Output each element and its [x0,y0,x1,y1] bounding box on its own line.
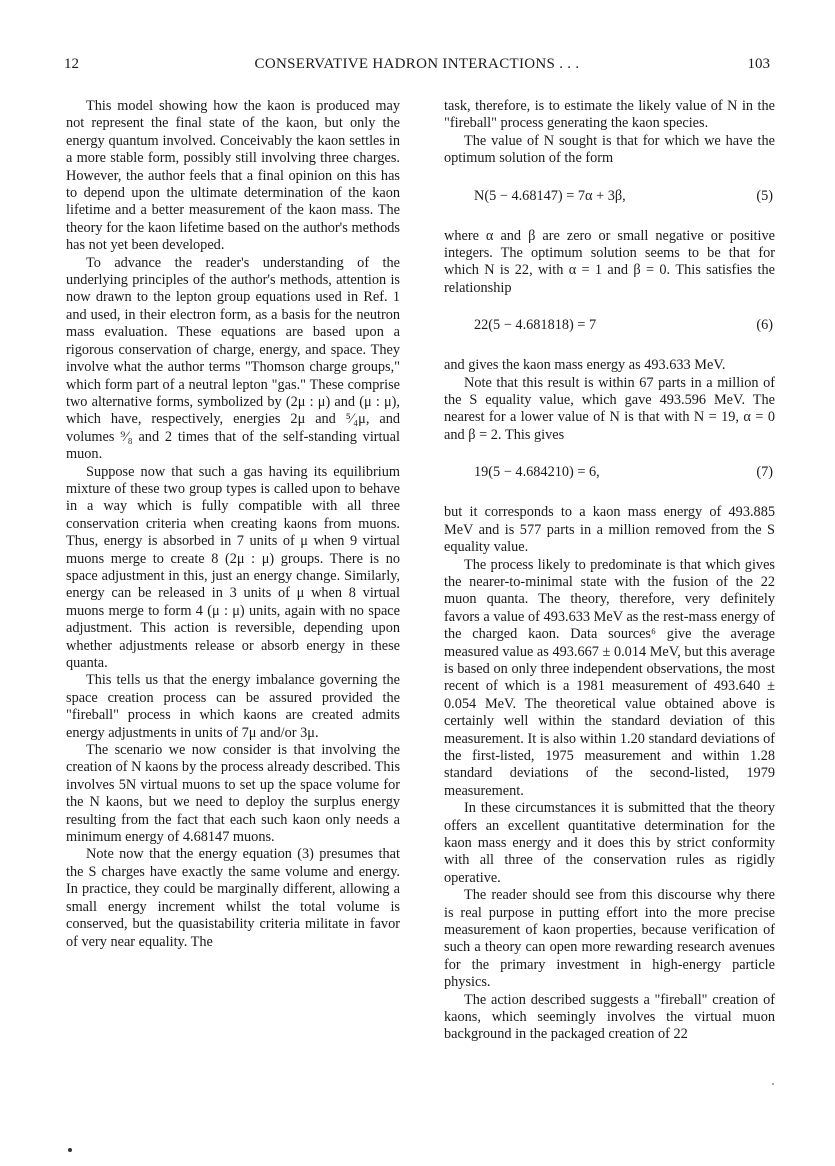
paragraph: The action described suggests a "fireball" creation of kaons, which seemingly involves the virtual muon background in the packaged creation of 22 [444,991,775,1043]
paragraph: and gives the kaon mass energy as 493.633 MeV. [444,357,726,374]
scan-speck [68,1148,72,1152]
equation-5 [444,188,775,206]
equation-number: (5) [756,187,773,204]
paragraph: Suppose now that such a gas having its equilibrium mixture of these two group types is called upon to behave in a way which is fully compatible with all three conservation criteria when creating kaons from muons. Thus, energy is absorbed in 7 units of μ when 9 virtual muons merge to create 8 (2μ : μ) groups. There is no space adjustment in this, just an energy change. Similarly, energy can be released in 3 units of μ when 8 virtual muons merge to form 4 (μ : μ) units, again with no space adjustment. This action is reversible, depending upon whether adjustments release or absorb energy in these quanta. [66,463,400,671]
paragraph: In these circumstances it is submitted that the theory offers an excellent quantitative determination for the kaon mass energy and it does this by strict conformity with all three of the conservation rules as rigidly operative. [444,800,775,886]
paragraph: The scenario we now consider is that involving the creation of N kaons by the process already described. This involves 5N virtual muons to set up the space volume for the N kaons, but we need to deploy the surplus energy resulting from the fact that each such kaon only needs a minimum energy of 4.68147 muons. [66,742,401,846]
equation-expression: 19(5 − 4.684210) = 6, [474,464,600,481]
right-column [444,98,775,1044]
running-header [64,56,770,80]
paragraph: Note that this result is within 67 parts in a million of the S equality value, which gave 493.596 MeV. The nearest for a lower value of N is that with N = 19, α = 0 and β = 2. This gives [444,374,775,443]
equation-expression: 22(5 − 4.681818) = 7 [474,317,597,334]
left-column [66,98,400,951]
running-title: CONSERVATIVE HADRON INTERACTIONS . . . [254,56,580,72]
paragraph: task, therefore, is to estimate the likely value of N in the "fireball" process generating the kaon species. [444,98,775,132]
left-page-number: 12 [64,56,79,72]
paragraph: The reader should see from this discourse why there is real purpose in putting effort into the more precise measurement of kaon properties, because verification of such a theory can open more rewarding research avenues for the primary investment in high-energy particle physics. [444,887,775,991]
paragraph: Note now that the energy equation (3) presumes that the S charges have exactly the same volume and energy. In practice, they could be marginally different, allowing a small energy increment whilst the total volume is conserved, but the quasistability criteria militate in favor of very near equality. The [66,846,400,950]
paragraph: To advance the reader's understanding of the underlying principles of the author's methods, attention is now drawn to the lepton group equations used in Ref. 1 and used, in their electron form, as a basis for the neutron mass evaluation. These equations are based upon a rigorous conservation of charge, energy, and space. They involve what the author terms "Thomson charge groups," which form part of a neutral lepton "gas." These comprise two alternative forms, symbolized by (2μ : μ) and (μ : μ), which have, respectively, energies 2μ and ⁵⁄₄μ, and volumes ⁹⁄₈ and 2 times that of the self-standing virtual muon. [66,254,400,463]
equation-number: (6) [756,317,773,334]
paragraph: but it corresponds to a kaon mass energy of 493.885 MeV and is 577 parts in a million removed from the S equality value. [444,504,775,556]
paragraph: The value of N sought is that for which we have the optimum solution of the form [444,132,775,167]
equation-expression: N(5 − 4.68147) = 7α + 3β, [474,187,626,204]
paragraph: This model showing how the kaon is produced may not represent the final state of the kaon, but only the energy quantum involved. Conceivably the kaon settles in a more stable form, possibly still involving three charges. However, the author feels that a final opinion on this has to depend upon the ultimate determination of the kaon lifetime and a better measurement of the kaon mass. The theory for the kaon lifetime based on the author's methods has not yet been developed. [66,98,400,254]
equation-number: (7) [756,464,773,481]
equation-6 [444,317,775,335]
right-page-number: 103 [747,56,770,72]
scan-speck [772,1083,774,1085]
equation-7 [444,464,775,482]
paragraph: where α and β are zero or small negative or positive integers. The optimum solution seems to be that for which N is 22, with α = 1 and β = 0. This satisfies the relationship [444,227,775,296]
paragraph: This tells us that the energy imbalance governing the space creation process can be assured provided the "fireball" process in which kaons are created admits energy adjustments in units of 7μ and/or 3μ. [66,672,400,741]
paragraph: The process likely to predominate is that which gives the nearer-to-minimal state with the fusion of the 22 muon quanta. The theory, therefore, very definitely favors a value of 493.633 MeV as the rest-mass energy of the charged kaon. Data sources⁶ give the average measured value as 493.667 ± 0.014 MeV, but this average is based on only three independent observations, the most recent of which is a 1981 measurement of 493.640 ± 0.054 MeV. The theoretical value obtained above is certainly well within the standard deviation of this measurement. It is also within 1.20 standard deviations of the first-listed, 1975 measurement and within 1.28 standard deviations of the second-listed, 1979 measurement. [444,556,775,799]
